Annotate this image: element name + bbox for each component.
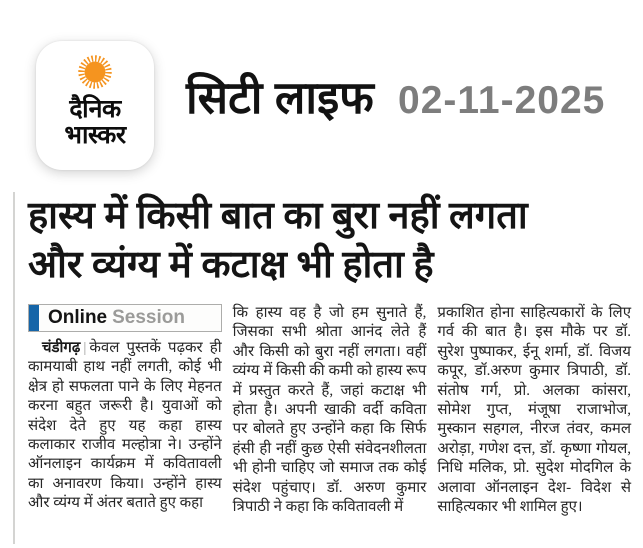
article-paragraph (28, 339, 222, 514)
kicker-label-secondary: Session (112, 307, 185, 328)
column-2-text: कि हास्य वह है जो हम सुनाते हैं, जिसका सभी श्रोता आनंद लेते हैं और किसी को बुरा नहीं लगता। वहीं व्यंग्य में किसी की कमी को हास्य रूप में प्रस्तुत करते हैं, जहां कटाक्ष भी होता है। अपनी खाकी वर्दी कविता पर बोलते हुए उन्होंने कहा कि सिर्फ हंसी ही नहीं कुछ ऐसी संवेदनशीलता भी होनी चाहिए जो समाज तक कोई संदेश पहुंचाए। डॉ. अरुण कुमार त्रिपाठी ने कहा कि कवितावली में (232, 305, 427, 516)
article-column-3 (437, 304, 631, 517)
dateline-separator: | (83, 340, 87, 356)
headline-line2: और व्यंग्य में कटाक्ष भी होता है (28, 244, 434, 286)
dainik-bhaskar-logo (36, 41, 154, 170)
kicker-label (39, 305, 185, 331)
kicker-accent-bar (29, 305, 39, 331)
logo-wordmark (64, 96, 125, 148)
column-1-text: केवल पुस्तकें पढ़कर ही कामयाबी हाथ नहीं लगती, कोई भी क्षेत्र हो सफलता पाने के लिए मेहनत करना बहुत जरूरी है। युवाओं को संदेश देते हुए यह कहा हास्य कलाकार राजीव मल्होत्रा ने। उन्होंने ऑनलाइन कार्यक्रम में कवितावली का अनावरण किया। उन्होंने हास्य और व्यंग्य में अंतर बताते हुए कहा (28, 340, 222, 512)
logo-wordmark-line2: भास्कर (64, 121, 126, 149)
sun-icon (72, 49, 118, 95)
headline-line1: हास्य में किसी बात का बुरा नहीं लगता (28, 195, 528, 237)
article-column-1 (28, 304, 222, 517)
column-3-text: प्रकाशित होना साहित्यकारों के लिए गर्व की बात है। इस मौके पर डॉ. सुरेश पुष्पाकर, ईनू शर्मा, डॉ. विजय कपूर, डॉ.अरुण कुमार त्रिपाठी, डॉ. संतोष गर्ग, प्रो. अलका कांसरा, सोमेश गुप्त, मंजूषा राजाभोज, मुस्कान सहगल, नीरज तंवर, कमल अरोड़ा, गणेश दत्त, डॉ. कृष्णा गोयल, निधि मलिक, प्रो. सुदेश मोदगिल के अलावा ऑनलाइन देश- विदेश से साहित्यकार भी शामिल हुए। (437, 305, 632, 516)
dateline: चंडीगढ़ (42, 340, 81, 356)
article-column-2 (233, 304, 427, 517)
article-clipping (28, 192, 631, 517)
section-title: सिटी लाइफ (186, 72, 374, 123)
issue-date: 02-11-2025 (398, 79, 606, 122)
kicker-label-primary: Online (48, 307, 108, 328)
masthead (0, 0, 643, 185)
online-session-kicker (28, 304, 222, 332)
article-paragraph (233, 304, 427, 517)
article-paragraph (437, 304, 631, 517)
article-columns (28, 304, 631, 517)
logo-wordmark-line1: दैनिक (69, 95, 121, 123)
clipping-left-edge (13, 192, 15, 544)
article-headline (28, 192, 631, 290)
